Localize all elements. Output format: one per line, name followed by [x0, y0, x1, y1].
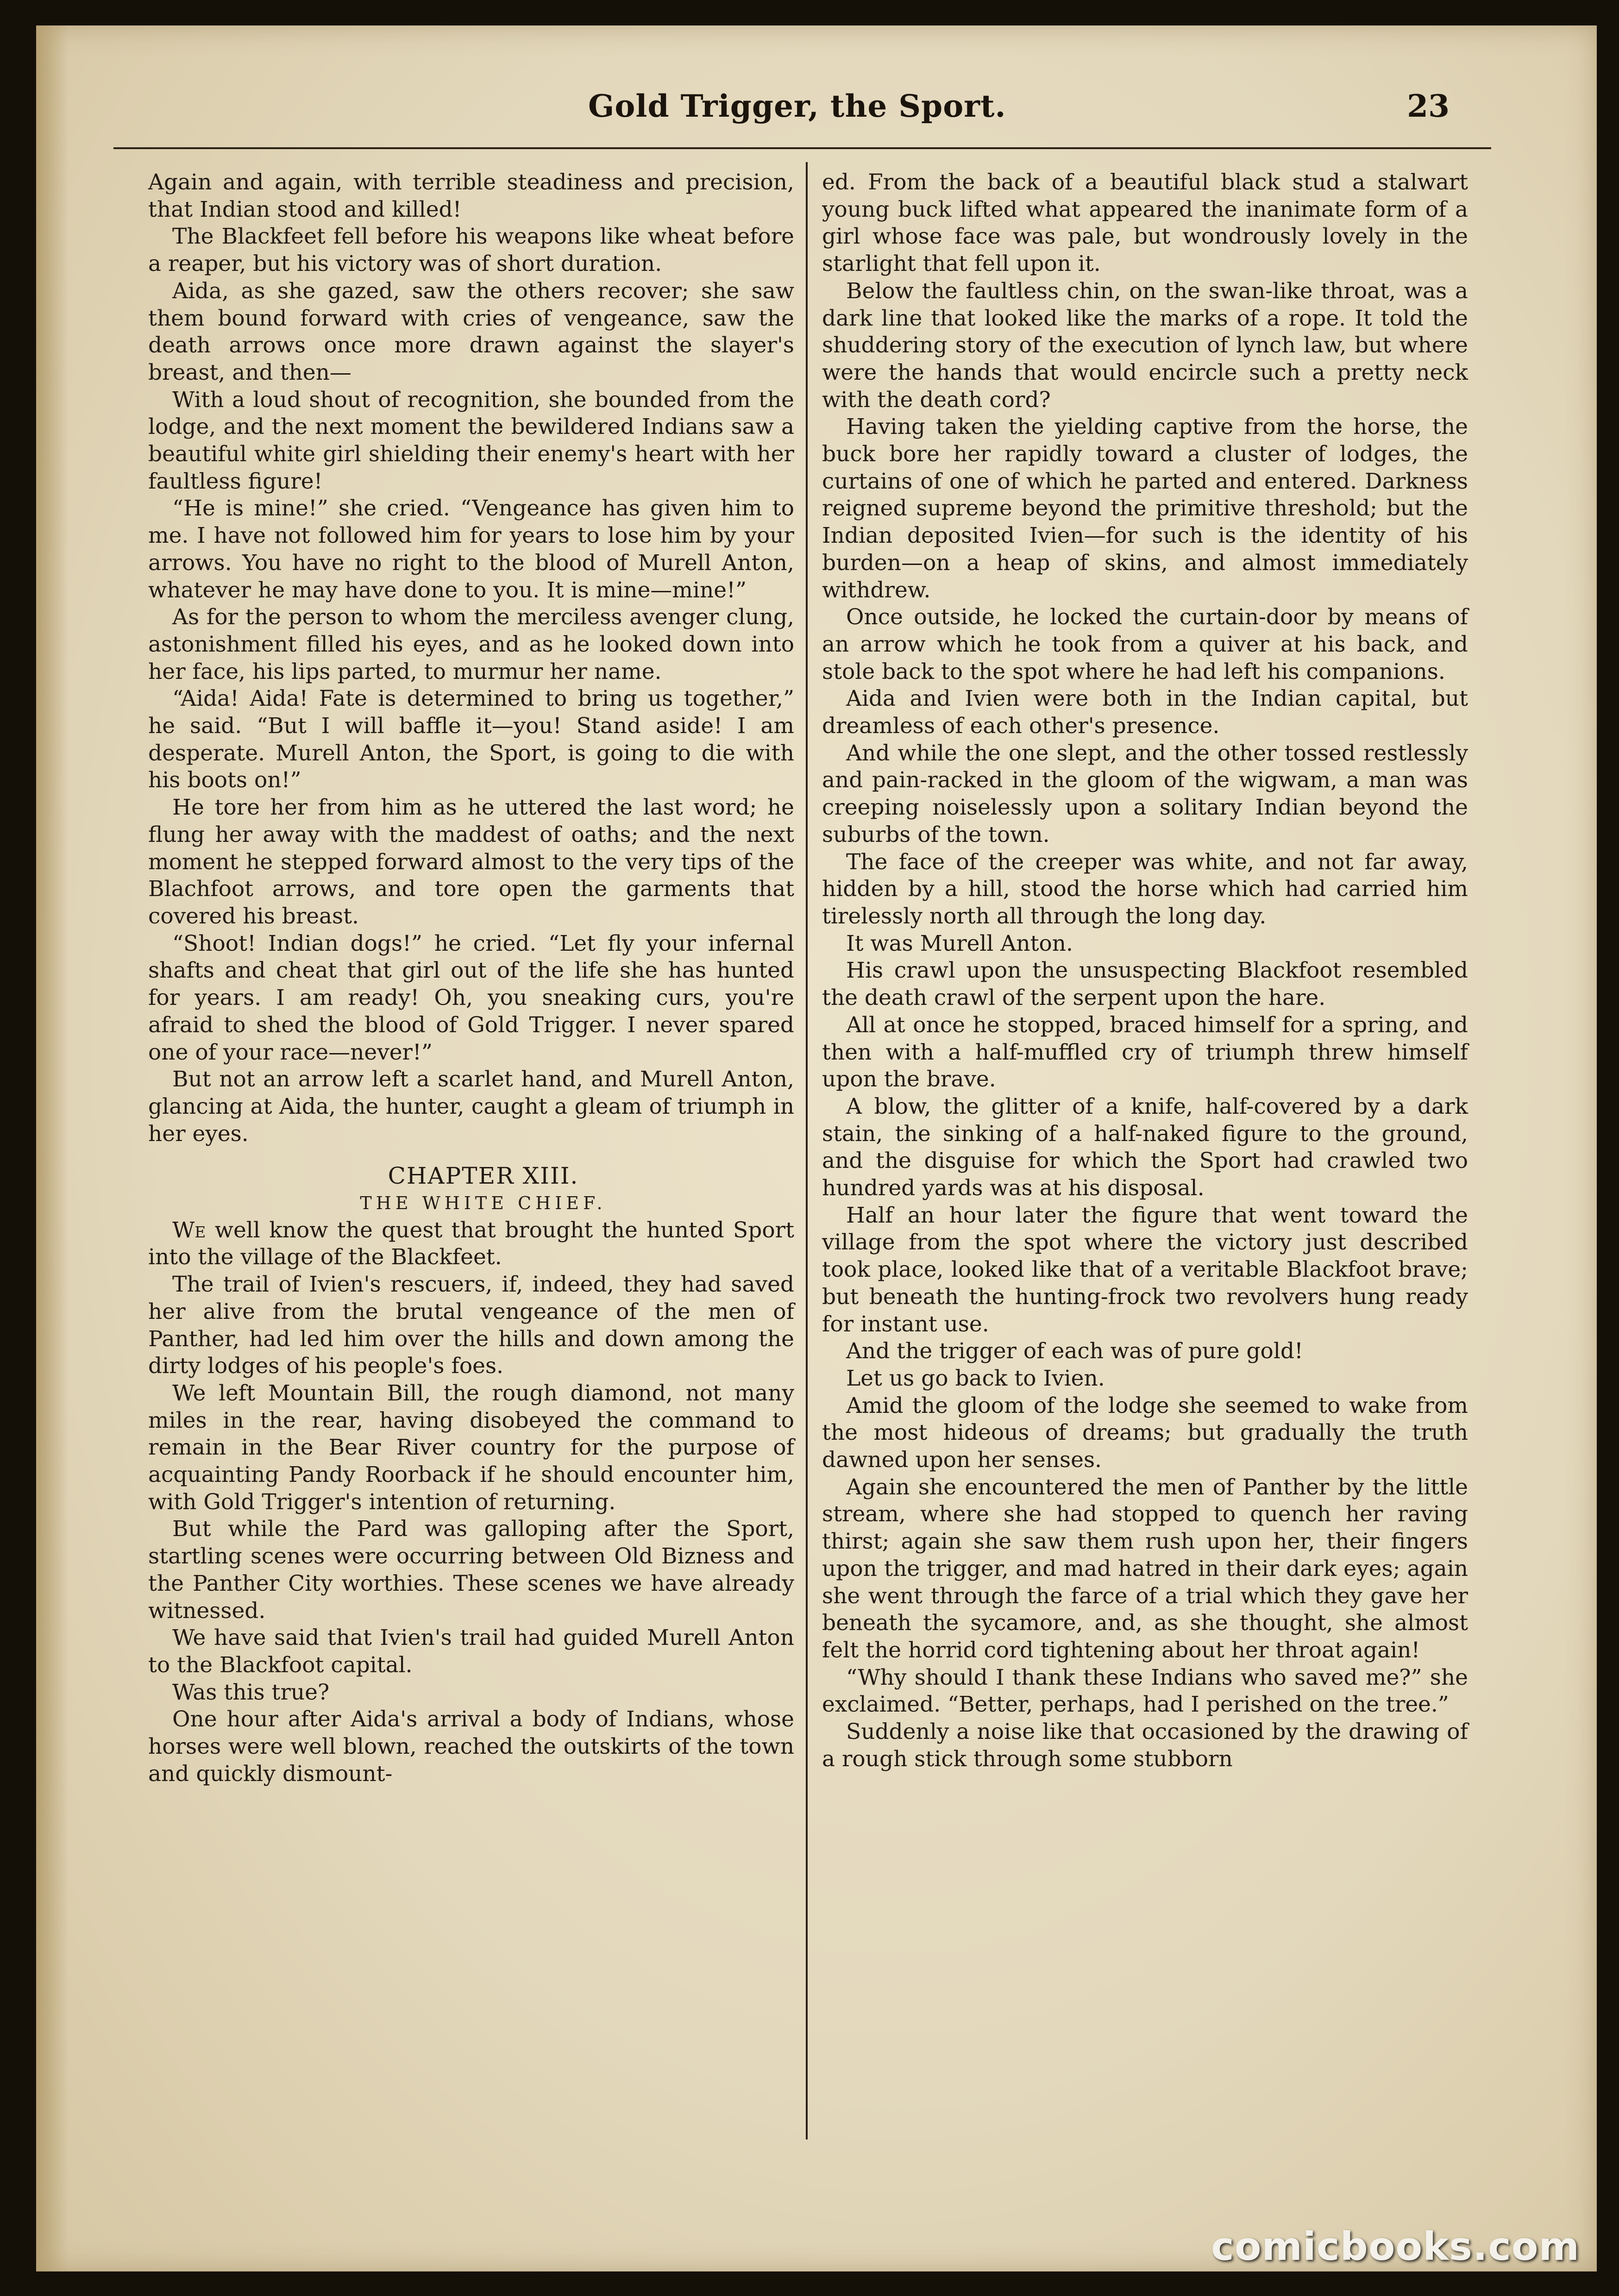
header-rule: [113, 147, 1491, 149]
paragraph: Again and again, with terrible steadiness and precision, that Indian stood and killed!: [148, 169, 794, 222]
chapter-subtitle: THE WHITE CHIEF.: [360, 1193, 607, 1214]
paragraph: The trail of Ivien's rescuers, if, indeed, they had saved her alive from the brutal vengeance of the men of Panther, had led him over the hills and down among the dirty lodges of his people's foes.: [148, 1272, 794, 1379]
paragraph: And the trigger of each was of pure gold!: [846, 1338, 1303, 1364]
right-column: [822, 169, 1468, 1773]
paragraph: Aida, as she gazed, saw the others recover; she saw them bound forward with cries of vengeance, saw the death arrows once more drawn against the slayer's breast, and then—: [148, 278, 794, 385]
page-edge-shadow: [36, 25, 69, 2271]
paragraph: But while the Pard was galloping after the Sport, startling scenes were occurring between Old Bizness and the Panther City worthies. These scenes we have already witnessed.: [148, 1516, 794, 1624]
paragraph: But not an arrow left a scarlet hand, and Murell Anton, glancing at Aida, the hunter, caught a gleam of triumph in her eyes.: [148, 1066, 794, 1147]
page-number: 23: [1407, 88, 1450, 124]
paragraph: A blow, the glitter of a knife, half-covered by a dark stain, the sinking of a half-naked figure to the ground, and the disguise for which the Sport had crawled two hundred yards was at his disposal.: [822, 1093, 1468, 1201]
running-title: Gold Trigger, the Sport.: [588, 88, 1006, 124]
paragraph: One hour after Aida's arrival a body of Indians, whose horses were well blown, reached the outskirts of the town and quickly dismount-: [148, 1706, 794, 1787]
paragraph: Having taken the yielding captive from the horse, the buck bore her rapidly toward a cluster of lodges, the curtains of one of which he parted and entered. Darkness reigned supreme beyond the primitive threshold; but the Indian deposited Ivien—for such is the identity of his burden—on a heap of skins, and almost immediately withdrew.: [822, 414, 1468, 603]
left-column: [148, 169, 794, 1788]
opening-word: We: [172, 1217, 206, 1243]
paragraph: Let us go back to Ivien.: [846, 1365, 1105, 1391]
paragraph: As for the person to whom the merciless avenger clung, astonishment filled his eyes, and as he looked down into her face, his lips parted, to murmur her name.: [148, 604, 794, 684]
column-divider: [806, 162, 808, 2139]
paragraph: He tore her from him as he uttered the last word; he flung her away with the maddest of oaths; and the next moment he stepped forward almost to the very tips of the Blachfoot arrows, and tore open the garments that covered his breast.: [148, 795, 794, 929]
paragraph: Aida and Ivien were both in the Indian capital, but dreamless of each other's presence.: [822, 686, 1468, 739]
chapter-heading: CHAPTER XIII.: [388, 1162, 579, 1190]
page-header: [546, 81, 1450, 132]
paragraph: “Why should I thank these Indians who saved me?” she exclaimed. “Better, perhaps, had I perished on the tree.”: [822, 1664, 1468, 1718]
paragraph: We left Mountain Bill, the rough diamond, not many miles in the rear, having disobeyed the command to remain in the Bear River country for the purpose of acquainting Pandy Roorback if he should encounter him, with Gold Trigger's intention of returning.: [148, 1380, 794, 1515]
paragraph: Amid the gloom of the lodge she seemed to wake from the most hideous of dreams; but gradually the truth dawned upon her senses.: [822, 1393, 1468, 1473]
paragraph: We have said that Ivien's trail had guided Murell Anton to the Blackfoot capital.: [148, 1625, 794, 1678]
paragraph: Below the faultless chin, on the swan-like throat, was a dark line that looked like the marks of a rope. It told the shuddering story of the execution of lynch law, but where were the hands that would encircle such a pretty neck with the death cord?: [822, 278, 1468, 413]
paragraph: Half an hour later the figure that went toward the village from the spot where the victory just described took place, looked like that of a veritable Blackfoot brave; but beneath the hunting-frock two revolvers hung ready for instant use.: [822, 1202, 1468, 1337]
paragraph: And while the one slept, and the other tossed restlessly and pain-racked in the gloom of the wigwam, a man was creeping noiselessly upon a solitary Indian beyond the suburbs of the town.: [822, 740, 1468, 847]
paragraph: The face of the creeper was white, and not far away, hidden by a hill, stood the horse which had carried him tirelessly north all through the long day.: [822, 849, 1468, 929]
paragraph: His crawl upon the unsuspecting Blackfoot resembled the death crawl of the serpent upon the hare.: [822, 958, 1468, 1011]
paragraph-continuation: ed. From the back of a beautiful black stud a stalwart young buck lifted what appeared the inanimate form of a girl whose face was pale, but wondrously lovely in the starlight that fell upon it.: [822, 169, 1468, 277]
paragraph: All at once he stopped, braced himself for a spring, and then with a half-muffled cry of triumph threw himself upon the brave.: [822, 1012, 1468, 1092]
paragraph: The Blackfeet fell before his weapons like wheat before a reaper, but his victory was of short duration.: [148, 224, 794, 277]
opening-text: well know the quest that brought the hunted Sport into the village of the Blackfeet.: [148, 1217, 794, 1270]
paragraph: Once outside, he locked the curtain-door by means of an arrow which he took from a quiver at his back, and stole back to the spot where he had left his companions.: [822, 604, 1468, 684]
chapter-opening-paragraph: [148, 1217, 794, 1271]
paragraph: Suddenly a noise like that occasioned by the drawing of a rough stick through some stubborn: [822, 1719, 1468, 1772]
paragraph: “Shoot! Indian dogs!” he cried. “Let fly your infernal shafts and cheat that girl out of the life she has hunted for years. I am ready! Oh, you sneaking curs, you're afraid to shed the blood of Gold Trigger. I never spared one of your race—never!”: [148, 930, 794, 1065]
paragraph: Was this true?: [172, 1679, 330, 1705]
paragraph: Again she encountered the men of Panther by the little stream, where she had stopped to quench her raving thirst; again she saw them rush upon her, their fingers upon the trigger, and mad hatred in their dark eyes; again she went through the farce of a trial which they gave her beneath the sycamore, and, as she thought, she almost felt the horrid cord tightening about her throat again!: [822, 1474, 1468, 1663]
paragraph: “Aida! Aida! Fate is determined to bring us together,” he said. “But I will baffle it—you! Stand aside! I am desperate. Murell Anton, the Sport, is going to die with his boots on!”: [148, 686, 794, 793]
paragraph: It was Murell Anton.: [846, 930, 1073, 956]
paragraph: With a loud shout of recognition, she bounded from the lodge, and the next moment the bewildered Indians saw a beautiful white girl shielding their enemy's heart with her faultless figure!: [148, 387, 794, 494]
watermark-logo: comicbooks.com: [1211, 2224, 1580, 2269]
paragraph: “He is mine!” she cried. “Vengeance has given him to me. I have not followed him for years to lose him by your arrows. You have no right to the blood of Murell Anton, whatever he may have done to you. It is mine—mine!”: [148, 496, 794, 603]
